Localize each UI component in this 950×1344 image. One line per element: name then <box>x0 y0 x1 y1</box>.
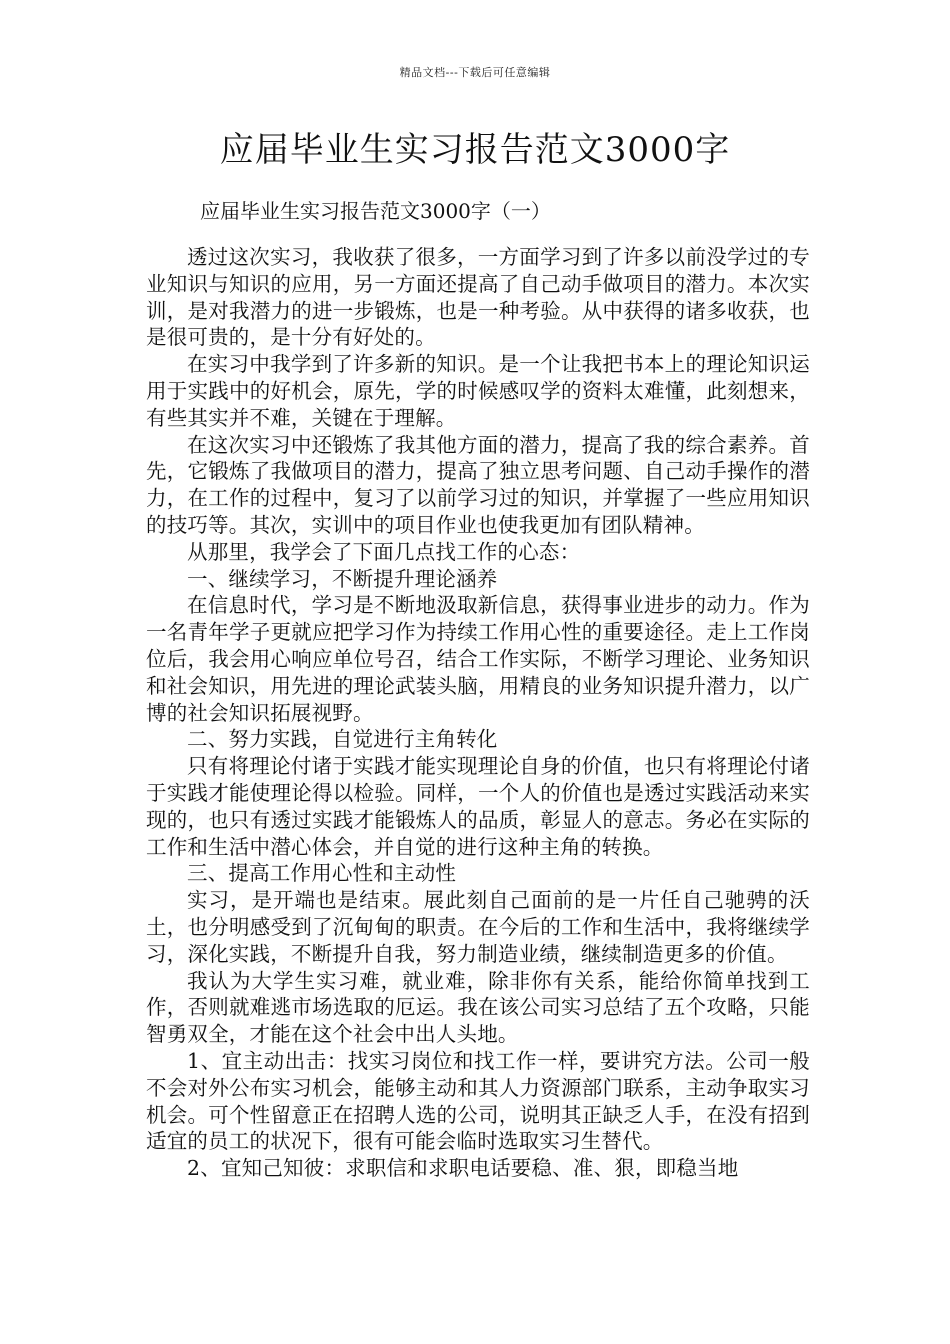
section-heading-3: 三、提高工作用心性和主动性 <box>187 861 457 886</box>
section-heading-2: 二、努力实践，自觉进行主角转化 <box>187 727 498 752</box>
document-subtitle: 应届毕业生实习报告范文3000字（一） <box>200 199 551 223</box>
section-heading-1: 一、继续学习，不断提升理论涵养 <box>187 566 498 591</box>
paragraph-8: 我认为大学生实习难，就业难，除非你有关系，能给你简单找到工作，否则就难逃市场选取的厄运。我在该公司实习总结了五个攻略，只能智勇双全，才能在这个社会中出人头地。 <box>146 968 810 1047</box>
paragraph-10: 2、宜知己知彼：求职信和求职电话要稳、准、狠，即稳当地 <box>187 1156 739 1181</box>
paragraph-6: 只有将理论付诸于实践才能实现理论自身的价值，也只有将理论付诸于实践才能使理论得以检验。同样，一个人的价值也是透过实践活动来实现的，也只有透过实践才能锻炼人的品质，彰显人的意志。务必在实际的工作和生活中潜心体会，并自觉的进行这种主角的转换。 <box>146 754 810 859</box>
paragraph-3: 在这次实习中还锻炼了我其他方面的潜力，提高了我的综合素养。首先，它锻炼了我做项目的潜力，提高了独立思考问题、自己动手操作的潜力，在工作的过程中，复习了以前学习过的知识，并掌握了一些应用知识的技巧等。其次，实训中的项目作业也使我更加有团队精神。 <box>146 432 810 537</box>
document-title: 应届毕业生实习报告范文3000字 <box>219 130 731 170</box>
document-body <box>146 244 810 1182</box>
paragraph-7: 实习，是开端也是结束。展此刻自己面前的是一片任自己驰骋的沃土，也分明感受到了沉甸甸的职责。在今后的工作和生活中，我将继续学习，深化实践，不断提升自我，努力制造业绩，继续制造更多的价值。 <box>146 888 810 966</box>
paragraph-5: 在信息时代，学习是不断地汲取新信息，获得事业进步的动力。作为一名青年学子更就应把学习作为持续工作用心性的重要途径。走上工作岗位后，我会用心响应单位号召，结合工作实际，不断学习理论、业务知识和社会知识，用先进的理论武装头脑，用精良的业务知识提升潜力，以广博的社会知识拓展视野。 <box>146 593 810 725</box>
paragraph-1: 透过这次实习，我收获了很多，一方面学习到了许多以前没学过的专业知识与知识的应用，另一方面还提高了自己动手做项目的潜力。本次实训，是对我潜力的进一步锻炼，也是一种考验。从中获得的诸多收获，也是很可贵的，是十分有好处的。 <box>146 245 810 350</box>
paragraph-9: 1、宜主动出击：找实习岗位和找工作一样，要讲究方法。公司一般不会对外公布实习机会，能够主动和其人力资源部门联系，主动争取实习机会。可个性留意正在招聘人选的公司，说明其正缺乏人手，在没有招到适宜的员工的状况下，很有可能会临时选取实习生替代。 <box>146 1048 810 1154</box>
paragraph-4: 从那里，我学会了下面几点找工作的心态： <box>187 539 581 564</box>
header-note: 精品文档---下载后可任意编辑 <box>399 66 551 79</box>
paragraph-2: 在实习中我学到了许多新的知识。是一个让我把书本上的理论知识运用于实践中的好机会，原先，学的时候感叹学的资料太难懂，此刻想来，有些其实并不难，关键在于理解。 <box>146 352 810 430</box>
